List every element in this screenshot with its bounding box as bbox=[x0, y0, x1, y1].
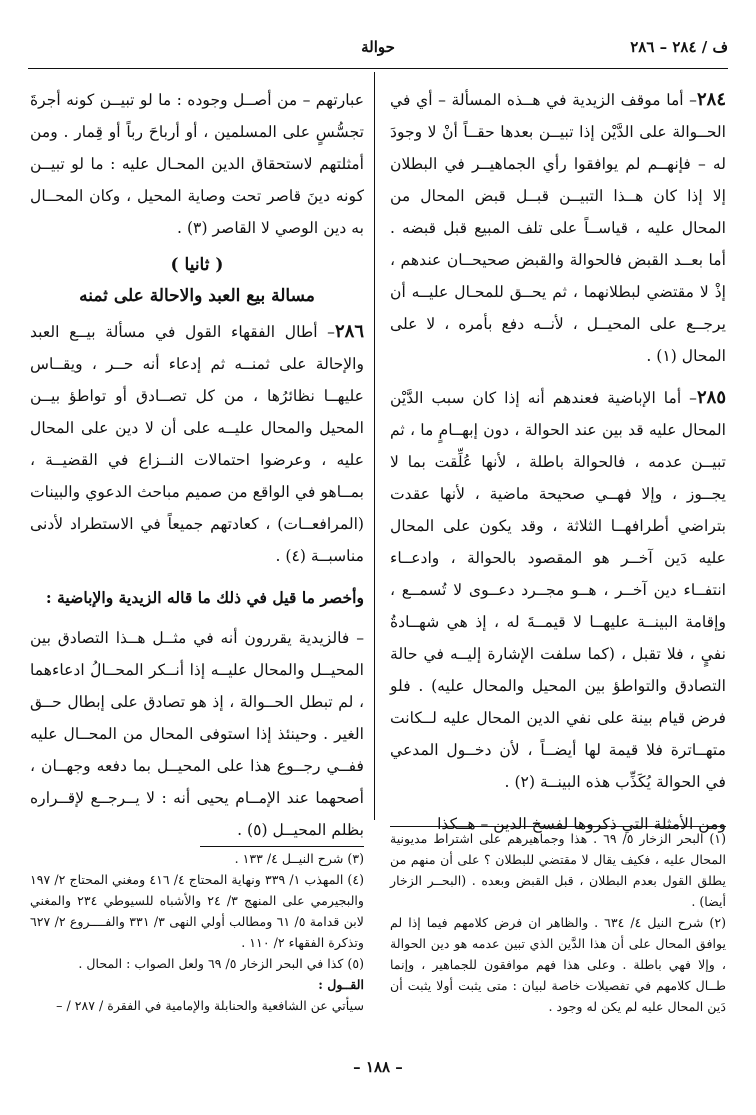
footnote-2: (٢) شرح النيل ٤/ ٦٣٤ . والظاهر ان فرض كلامهم فيما إذا لم يوافق المحال على أن هذا الدَّين الذي تبين عدمه هو دين الحوالة ، وإلا فهي باطلة . وعلى هذا فهم موافقون للجماهير ، وإنما طــال كلامهم في تفصيلات خاصة لبيان : متى يثبت أولا يثبت أن دَين المحال عليه لم يكن له وجود . bbox=[390, 915, 726, 1014]
running-header bbox=[28, 38, 728, 66]
footnote-rule-left bbox=[200, 846, 364, 847]
paragraph-continuation: ومن الأمثلة التي ذكروها لفسخ الدين – هــكذا bbox=[437, 815, 726, 833]
subheading: وأخصر ما قيل في ذلك ما قاله الزيدية والإباضية : bbox=[45, 588, 364, 607]
paragraph-286 bbox=[30, 316, 364, 572]
footnote-note: سيأتي عن الشافعية والحنابلة والإمامية في الفقرة / ٢٨٧ / – bbox=[56, 998, 364, 1013]
footnote-5: (٥) كذا في البحر الزخار ٥/ ٦٩ ولعل الصواب : المحال . bbox=[78, 956, 364, 971]
header-rule bbox=[28, 68, 728, 69]
left-column bbox=[30, 84, 364, 840]
footnote-rule-right bbox=[390, 826, 726, 827]
footnote-label: القــول : bbox=[318, 977, 364, 992]
footnote-1: (١) البحر الزخار ٥/ ٦٩ . هذا وجماهيرهم على اشتراط مديونية المحال عليه ، فكيف يقال لا مقتضي للبطلان ؟ على أن منهم من يطلق القول بعدم البطلان ، قبل القبض وبعده . (البحــر الزخار أيضا) . bbox=[390, 831, 726, 909]
footnote-3: (٣) شرح النيــل ٤/ ١٣٣ . bbox=[234, 851, 364, 866]
paragraph-number: ٢٨٦ bbox=[334, 321, 364, 342]
paragraph-284 bbox=[390, 84, 726, 372]
column-separator bbox=[374, 72, 375, 820]
paragraph-285 bbox=[390, 382, 726, 798]
right-column bbox=[390, 84, 726, 833]
paragraph-text: – أطال الفقهاء القول في مسألة بيــع العبد والإحالة على ثمنــه ثم إدعاء أنه حــر ، ويقــاس عليهــا نظائرُها ، من كل تصــادق أو تواطؤ بيــن المحيل والمحال عليــه على أن لا دين على المحال عليه ، وعرضوا احتمالات النــزاع في القضيــة ، بمــاهو في الواقع من صميم مباحث الدعوي والبينات (المرافعــات) ، كعادتهم جميعاً في الاستطراد لأدنى مناسبــة (٤) . bbox=[30, 323, 364, 565]
paragraph-zaydi: – فالزيدية يقررون أنه في مثــل هــذا التصادق بين المحيــل والمحال عليــه إذا أنــكر المحــالُ ادعاءهما ، لم تبطل الحــوالة ، إذ هو تصادق على إبطال حــق الغير . وحينئذ إذا استوفى المحال من المحــال عليه ففــي رجــوع هذا على المحيــل بما دفعه وجهــان ، أصحهما عند الإمــام يحيى أنه : لا يــرجــع لإقــراره بظلم المحيــل (٥) . bbox=[30, 629, 364, 839]
paragraph-number: ٢٨٤ bbox=[696, 89, 726, 110]
section-heading: ( ثانيا ) bbox=[170, 255, 224, 275]
running-title: حوالة bbox=[361, 38, 395, 56]
paragraph-number: ٢٨٥ bbox=[696, 387, 726, 408]
paragraph-text: – أما الإباضية فعندهم أنه إذا كان سبب الدَّيْن المحال عليه قد بين عند الحوالة ، دون إبهــامٍ ما ، ثم تبيــن عدمه ، فالحوالة باطلة ، لأنها عُلِّقت بما لا يجــوز ، وإلا فهــي صحيحة ماضية ، لأنها عقدت بتراضي أطرافهــا الثلاثة ، وقد يكون على المحال عليه دَين آخــر هو المقصود بالحوالة ، وادعــاء انتفــاء دين آخــر ، هــو مجــرد دعــوى لا تُسمــع ، وإقامة البينــة عليهــا لا قيمــةَ له ، إذ هي شهــادةُ نفيٍ ، فلا تقبل ، (كما سلفت الإشارة إليــه في حالة التصادق والتواطؤ بين المحيل والمحال عليه) . فلو فرض قيام بينة على نفي الدين المحال عليه لــكانت متهــاترة فلا قيمة لها أيضــاً ، لأن دخــول المدعي في الحوالة يُكَذِّب هذه البينــة (٢) . bbox=[390, 389, 726, 791]
section-title: مسالة بيع العبد والاحالة على ثمنه bbox=[79, 286, 315, 306]
page-number: – ١٨٨ – bbox=[353, 1058, 403, 1076]
footnotes-left bbox=[30, 848, 364, 1038]
footnote-4: (٤) المهذب ١/ ٣٣٩ ونهاية المحتاج ٤/ ٤١٦ ومغني المحتاج ٢/ ١٩٧ والبجيرمي على المنهج ٣/ ٢٤ والأشباه للسيوطي ٢٣٤ والمغني لابن قدامة ٥/ ٦١ ومطالب أولي النهى ٣/ ٣٣١ والفــــروع ٢/ ٦٢٧ وتذكرة الفقهاء ٢/ ١١٠ . bbox=[30, 872, 365, 950]
footnotes-right bbox=[390, 828, 726, 1038]
paragraph-text: – أما موقف الزيدية في هــذه المسألة – أي في الحــوالة على الدَّيْن إذا تبيــن بعدها حقــاً أنْ لا وجودَ له – فإنهــم لم يوافقوا رأي الجماهيــر في البطلان إلا إذا كان هــذا التبيــن قبــل قبض المحال من المحال عليه ، قياســاً على تلف المبيع قبل قبضه . أما بعــد القبض فالحوالة والقبض صحيحــان عندهم ، إذْ لا مقتضي لبطلانهما ، ثم يحــق للمحـال عليــه أن يرجــع على المحيــل ، لأنــه دفع بأمره ، لا على المحال (١) . bbox=[390, 91, 726, 365]
paragraph-intro: عبارتهم – من أصــل وجوده : ما لو تبيــن كونه أجرةَ تجسُّسٍ على المسلمين ، أو أرباحَ رباً أو قِمار . ومن أمثلتهم لاستحقاق الدين المحـال عليه : ما لو تبيــن كونه دينَ قاصر تحت وصاية المحيل ، وكان المحــال به دين الوصي لا القاصر (٣) . bbox=[30, 91, 364, 237]
page-range: ف / ٢٨٤ – ٢٨٦ bbox=[630, 38, 728, 56]
